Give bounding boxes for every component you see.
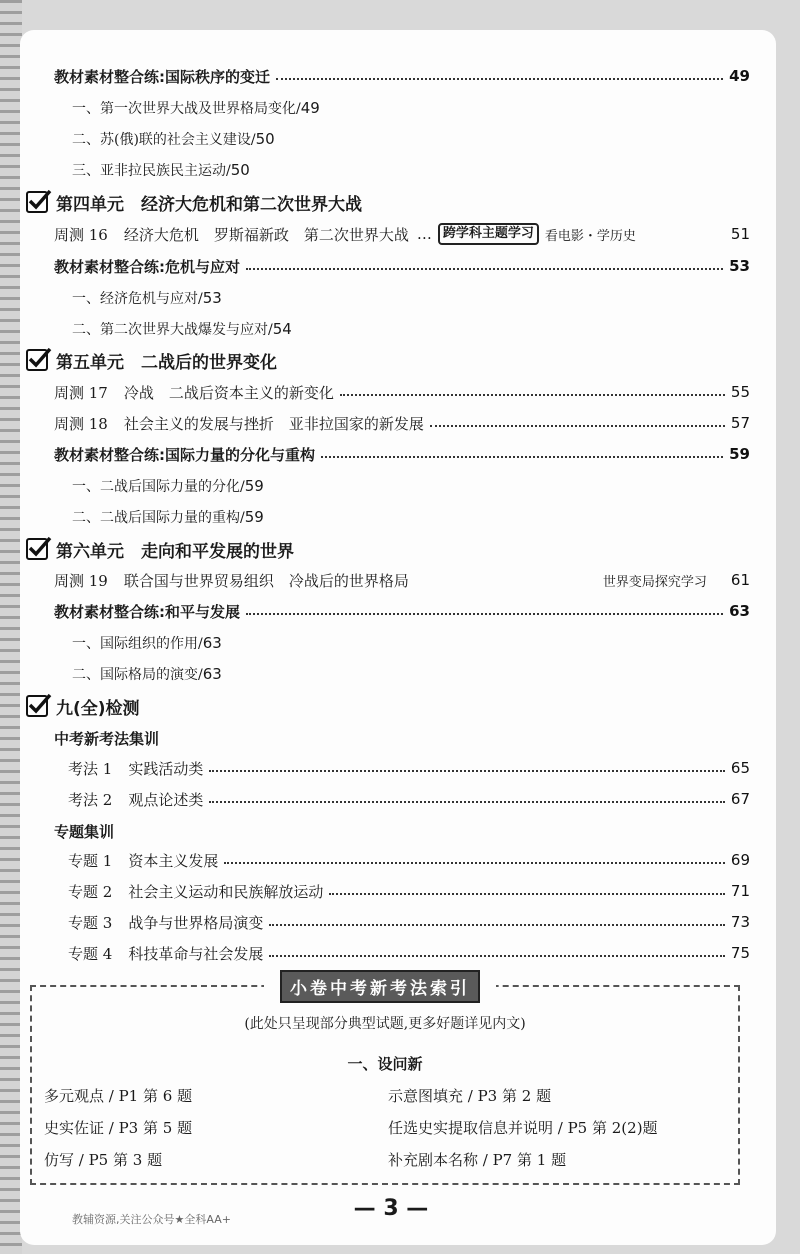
page-number: 73 bbox=[730, 913, 750, 931]
toc-subentry[interactable] bbox=[72, 314, 292, 344]
page-number: 61 bbox=[730, 571, 750, 589]
section-heading-exam bbox=[54, 723, 159, 753]
subentry-label: 一、国际组织的作用/ bbox=[72, 636, 203, 652]
index-item[interactable]: 仿写 / P5 第 3 题 bbox=[44, 1151, 163, 1169]
page-number: 67 bbox=[730, 790, 750, 808]
week-topics: 冷战 二战后资本主义的新变化 bbox=[123, 383, 334, 402]
week-topics: 联合国与世界贸易组织 冷战后的世界格局 bbox=[123, 571, 409, 590]
index-note: (此处只呈现部分典型试题,更多好题详见内文) bbox=[244, 1016, 526, 1032]
toc-subentry[interactable] bbox=[72, 155, 250, 185]
week-number: 周测 16 bbox=[54, 225, 108, 244]
page-number: 55 bbox=[730, 383, 750, 401]
item-number: 专题 3 bbox=[68, 913, 113, 932]
checkbox-icon bbox=[26, 349, 48, 371]
index-item[interactable]: 示意图填充 / P3 第 2 题 bbox=[388, 1087, 552, 1105]
toc-entry-topic-3[interactable] bbox=[68, 907, 750, 937]
checkbox-icon bbox=[26, 538, 48, 560]
unit-title: 第五单元 二战后的世界变化 bbox=[56, 352, 277, 373]
exam-index-box bbox=[30, 978, 740, 1185]
page-number: 59 bbox=[729, 445, 750, 463]
subentry-label: 三、亚非拉民族民主运动/ bbox=[72, 163, 231, 179]
week-topics: 社会主义的发展与挫折 亚非拉国家的新发展 bbox=[123, 414, 424, 433]
week-number: 周测 18 bbox=[54, 414, 108, 433]
toc-subentry[interactable] bbox=[72, 628, 222, 658]
toc-subentry[interactable] bbox=[72, 659, 222, 689]
subentry-label: 二、苏(俄)联的社会主义建设/ bbox=[72, 132, 256, 148]
index-item[interactable]: 任选史实提取信息并说明 / P5 第 2(2)题 bbox=[388, 1119, 658, 1137]
week-number: 周测 17 bbox=[54, 383, 108, 402]
toc-entry-week-17[interactable] bbox=[54, 377, 750, 407]
subentry-label: 一、二战后国际力量的分化/ bbox=[72, 479, 245, 495]
subentry-page: 59 bbox=[244, 477, 264, 495]
footer-source-text: 教辅资源,关注公众号★全科AA+ bbox=[72, 1213, 231, 1226]
page-number: 65 bbox=[730, 759, 750, 777]
subentry-label: 一、第一次世界大战及世界格局变化/ bbox=[72, 101, 301, 117]
leader-dots bbox=[246, 268, 723, 270]
toc-subentry[interactable] bbox=[72, 93, 320, 123]
ellipsis: … bbox=[416, 225, 432, 243]
item-label: 战争与世界格局演变 bbox=[128, 913, 264, 932]
subentry-page: 50 bbox=[230, 161, 250, 179]
item-label: 观点论述类 bbox=[128, 790, 204, 809]
page-number: 75 bbox=[730, 944, 750, 962]
toc-subentry[interactable] bbox=[72, 124, 275, 154]
page-number: 49 bbox=[729, 67, 750, 85]
binding-rings bbox=[0, 0, 22, 1254]
index-title-banner bbox=[264, 971, 496, 1001]
unit-title: 九(全)检测 bbox=[56, 698, 140, 719]
leader-dots bbox=[269, 924, 725, 926]
index-item[interactable]: 补充剧本名称 / P7 第 1 题 bbox=[388, 1151, 567, 1169]
toc-entry-week-18[interactable] bbox=[54, 408, 750, 438]
week-number: 周测 19 bbox=[54, 571, 108, 590]
leader-dots bbox=[246, 613, 723, 615]
extra-study-label: 世界变局探究学习 bbox=[602, 574, 707, 590]
section-heading-label: 专题集训 bbox=[54, 822, 115, 841]
toc-subentry[interactable] bbox=[72, 502, 264, 532]
toc-subentry[interactable] bbox=[72, 283, 222, 313]
item-number: 考法 2 bbox=[68, 790, 113, 809]
toc-entry-material-3[interactable] bbox=[54, 439, 750, 469]
leader-dots bbox=[340, 394, 725, 396]
entry-label: 教材素材整合练:和平与发展 bbox=[54, 602, 240, 621]
subentry-label: 一、经济危机与应对/ bbox=[72, 291, 203, 307]
toc-entry-topic-2[interactable] bbox=[68, 876, 750, 906]
unit-heading-4[interactable] bbox=[26, 186, 362, 218]
page-footer-number: — 3 — bbox=[353, 1196, 429, 1221]
item-number: 专题 2 bbox=[68, 882, 113, 901]
subentry-label: 二、国际格局的演变/ bbox=[72, 667, 203, 683]
leader-dots bbox=[329, 893, 725, 895]
page-number: 69 bbox=[730, 851, 750, 869]
toc-entry-exam-2[interactable] bbox=[68, 784, 750, 814]
subentry-page: 59 bbox=[244, 508, 264, 526]
leader-dots bbox=[430, 425, 725, 427]
checkbox-icon bbox=[26, 191, 48, 213]
page-number: 71 bbox=[730, 882, 750, 900]
item-label: 资本主义发展 bbox=[128, 851, 219, 870]
unit-title: 第四单元 经济大危机和第二次世界大战 bbox=[56, 194, 362, 215]
subentry-page: 53 bbox=[202, 289, 222, 307]
subentry-label: 二、二战后国际力量的重构/ bbox=[72, 510, 245, 526]
subentry-page: 50 bbox=[255, 130, 275, 148]
leader-dots bbox=[209, 770, 725, 772]
subentry-page: 63 bbox=[202, 634, 222, 652]
unit-title: 第六单元 走向和平发展的世界 bbox=[56, 541, 294, 562]
toc-entry-topic-4[interactable] bbox=[68, 938, 750, 968]
item-label: 科技革命与社会发展 bbox=[128, 944, 264, 963]
page-number: 53 bbox=[729, 257, 750, 275]
leader-dots bbox=[321, 456, 723, 458]
entry-label: 教材素材整合练:国际秩序的变迁 bbox=[54, 67, 271, 86]
unit-heading-5[interactable] bbox=[26, 344, 277, 376]
page-number: 57 bbox=[730, 414, 750, 432]
item-number: 专题 1 bbox=[68, 851, 113, 870]
entry-label: 教材素材整合练:国际力量的分化与重构 bbox=[54, 445, 316, 464]
leader-dots bbox=[209, 801, 725, 803]
index-item[interactable]: 多元观点 / P1 第 6 题 bbox=[44, 1087, 193, 1105]
toc-entry-material-4[interactable] bbox=[54, 596, 750, 626]
item-number: 考法 1 bbox=[68, 759, 113, 778]
unit-heading-6[interactable] bbox=[26, 533, 294, 565]
leader-dots bbox=[276, 78, 723, 80]
toc-entry-exam-1[interactable] bbox=[68, 753, 750, 783]
checkbox-icon bbox=[26, 695, 48, 717]
item-number: 专题 4 bbox=[68, 944, 113, 963]
leader-dots bbox=[269, 955, 725, 957]
index-heading: 一、设问新 bbox=[347, 1055, 423, 1073]
section-heading-topics bbox=[54, 816, 114, 846]
toc-subentry[interactable] bbox=[72, 471, 264, 501]
section-heading-label: 中考新考法集训 bbox=[54, 729, 160, 748]
page-number: 63 bbox=[729, 602, 750, 620]
unit-heading-check-9[interactable] bbox=[26, 690, 140, 722]
subentry-label: 二、第二次世界大战爆发与应对/ bbox=[72, 322, 273, 338]
page-sheet bbox=[20, 30, 776, 1245]
page-number: 51 bbox=[730, 225, 750, 243]
toc-entry-week-16[interactable] bbox=[54, 219, 750, 249]
toc-entry-material-2[interactable] bbox=[54, 251, 750, 281]
week-topics: 经济大危机 罗斯福新政 第二次世界大战 bbox=[123, 225, 409, 244]
index-item[interactable]: 史实佐证 / P3 第 5 题 bbox=[44, 1119, 193, 1137]
toc-entry-week-19[interactable] bbox=[54, 565, 750, 595]
item-label: 实践活动类 bbox=[128, 759, 204, 778]
subentry-page: 54 bbox=[272, 320, 292, 338]
subentry-page: 49 bbox=[300, 99, 320, 117]
entry-label: 教材素材整合练:危机与应对 bbox=[54, 257, 240, 276]
toc-entry-topic-1[interactable] bbox=[68, 845, 750, 875]
cross-subject-tag: 跨学科主题学习 bbox=[438, 223, 539, 245]
item-label: 社会主义运动和民族解放运动 bbox=[128, 882, 324, 901]
leader-dots bbox=[224, 862, 725, 864]
tag-subtitle: 看电影・学历史 bbox=[544, 228, 636, 244]
index-title: 小卷中考新考法索引 bbox=[280, 970, 480, 1003]
subentry-page: 63 bbox=[202, 665, 222, 683]
toc-entry-material-1[interactable] bbox=[54, 61, 750, 91]
